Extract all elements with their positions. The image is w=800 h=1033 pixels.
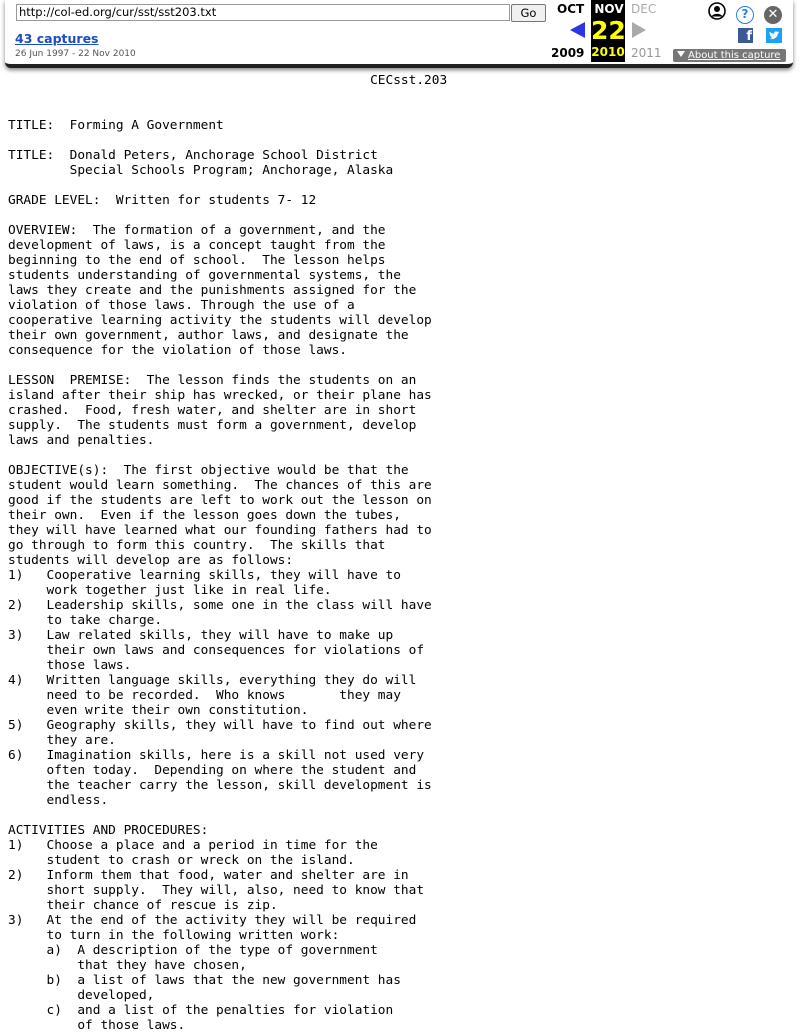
next-year: 2011 (631, 46, 662, 60)
captures-link[interactable]: 43 captures (15, 31, 99, 46)
current-year: 2010 (591, 45, 625, 59)
facebook-icon[interactable]: f (738, 28, 753, 43)
close-icon[interactable]: ✕ (764, 6, 782, 24)
next-capture-arrow-icon (632, 22, 646, 38)
wayback-toolbar (5, 0, 793, 68)
twitter-icon[interactable] (766, 28, 782, 43)
user-icon[interactable] (708, 2, 726, 20)
prev-year-link[interactable]: 2009 (551, 46, 585, 60)
document-text: CECsst.203 TITLE: Forming A Government TITLE: Donald Peters, Anchorage School District Special Schools Program; Anchorage, Alaska GRADE LEVEL: Written for students 7- 12 OVERVIEW: The formation of a government, and the development of laws, is a concept taught from the beginning to the end of school. The lesson helps students understanding of governmental systems, the laws they create and the punishments assigned for the violation of those laws. Through the use of a cooperative learning activity the students will develop their own government, author laws, and designate the consequence for the violation of those laws. LESSON PREMISE: The lesson finds the students on an island after their ship has wrecked, or their plane has crashed. Food, fresh water, and shelter are in short supply. The students must form a government, develop laws and penalties. OBJECTIVE(s): The first objective would be that the student would learn something. The chances of this are good if the students are left to work out the lesson on their own. Even if the lesson goes down the tubes, they will have learned what our founding fathers had to go through to form this country. The skills that students will develop are as follows: 1) Cooperative learning skills, they will have to work together just like in real life. 2) Leadership skills, some one in the class will have to take charge. 3) Law related skills, they will have to make up their own laws and consequences for violations of those laws. 4) Written language skills, everything they do will need to be recorded. Who knows they may even write their own constitution. 5) Geography skills, they will have to find out where they are. 6) Imagination skills, here is a skill not used very often today. Depending on where the student and the teacher carry the lesson, skill development is endless. ACTIVITIES AND PROCEDURES: 1) Choose a place and a period in time for the student to crash or wreck on the island. 2) Inform them that food, water and shelter are in short supply. They will, also, need to know that their chance of rescue is zip. 3) At the end of the activity they will be required to turn in the following written work: a) A description of the type of government that they have chosen, b) a list of laws that the new government has developed, c) and a list of the penalties for violation of those laws. (8, 73, 448, 1033)
current-month: NOV (594, 2, 624, 16)
prev-capture-arrow-icon[interactable] (570, 22, 585, 38)
captures-date-range: 26 Jun 1997 - 22 Nov 2010 (15, 49, 136, 59)
about-capture-label: About this capture (688, 50, 781, 61)
prev-month-link[interactable]: OCT (557, 2, 585, 16)
next-month: DEC (631, 2, 657, 16)
about-capture-button[interactable] (673, 49, 786, 62)
go-button[interactable]: Go (511, 4, 546, 22)
current-day: 22 (591, 16, 626, 45)
help-icon[interactable]: ? (736, 6, 754, 24)
url-input[interactable]: http://col-ed.org/cur/sst/sst203.txt (16, 4, 510, 21)
triangle-down-icon (677, 51, 685, 57)
